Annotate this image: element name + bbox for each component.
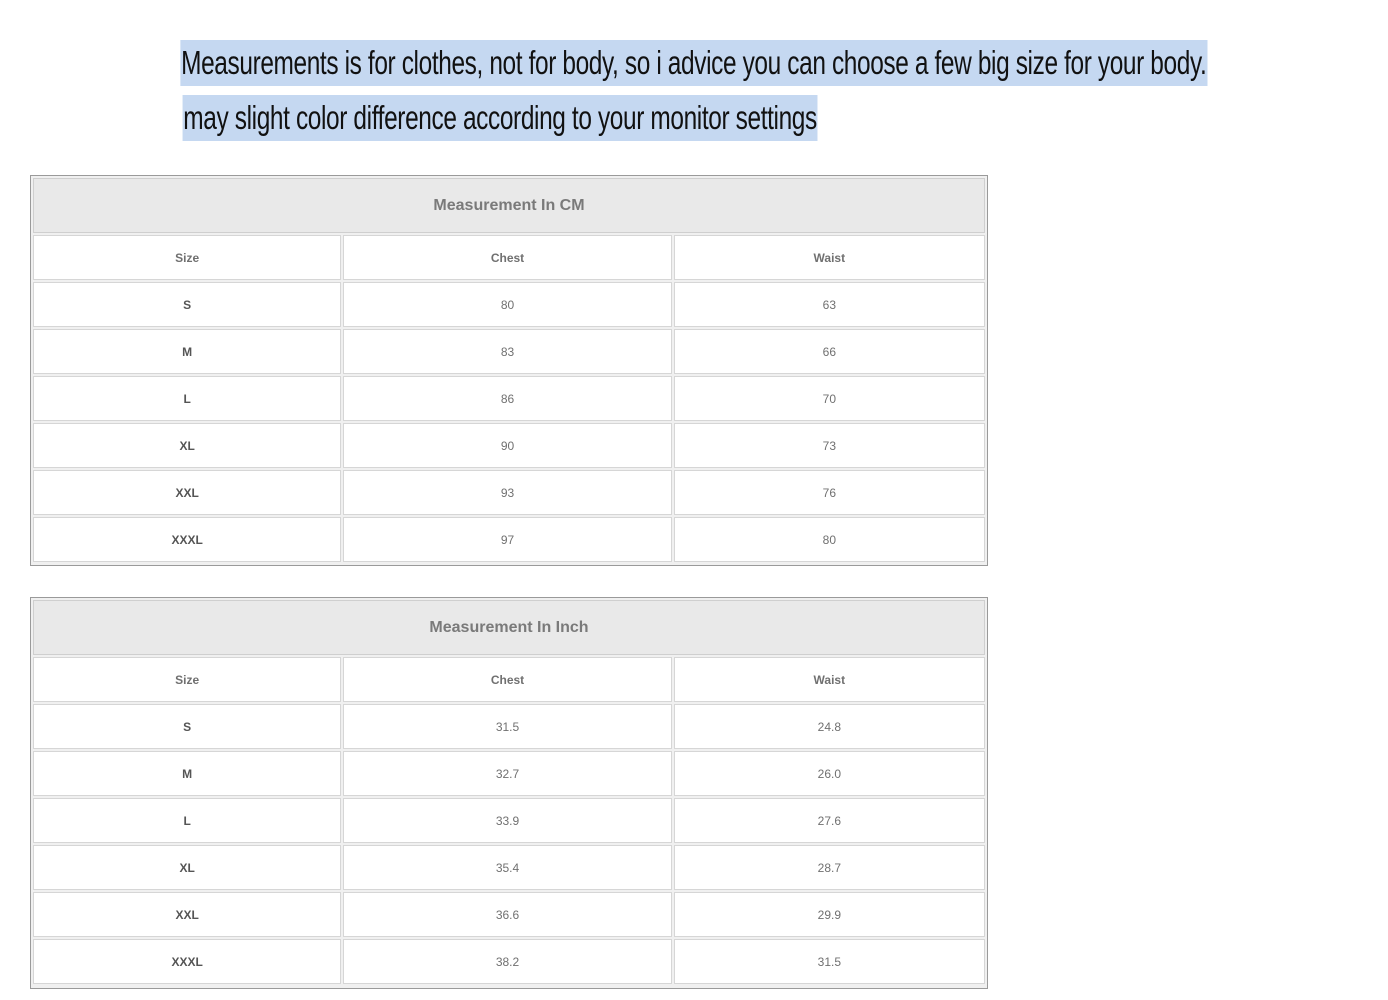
- size-cell: S: [33, 282, 341, 327]
- chest-cell: 35.4: [343, 845, 671, 890]
- table-row: [33, 798, 985, 843]
- notice-line-color: may slight color difference according to your monitor settings: [0, 95, 1000, 141]
- table-header-row: [33, 235, 985, 280]
- size-cell: XXL: [33, 470, 341, 515]
- table-row: [33, 845, 985, 890]
- header-chest: Chest: [343, 235, 671, 280]
- size-cell: XXXL: [33, 939, 341, 984]
- chest-cell: 83: [343, 329, 671, 374]
- size-cell: S: [33, 704, 341, 749]
- size-cell: L: [33, 798, 341, 843]
- table-row: [33, 704, 985, 749]
- size-cell: XXL: [33, 892, 341, 937]
- table-rows: [33, 657, 985, 986]
- waist-cell: 28.7: [674, 845, 985, 890]
- chest-cell: 33.9: [343, 798, 671, 843]
- chest-cell: 93: [343, 470, 671, 515]
- table-row: [33, 329, 985, 374]
- chest-cell: 31.5: [343, 704, 671, 749]
- table-row: [33, 751, 985, 796]
- table-title: Measurement In CM: [33, 178, 985, 233]
- table-row: [33, 939, 985, 984]
- waist-cell: 73: [674, 423, 985, 468]
- size-cell: M: [33, 751, 341, 796]
- table-title: Measurement In Inch: [33, 600, 985, 655]
- size-cell: M: [33, 329, 341, 374]
- table-rows: [33, 235, 985, 564]
- waist-cell: 31.5: [674, 939, 985, 984]
- waist-cell: 29.9: [674, 892, 985, 937]
- size-notice: [0, 0, 1207, 160]
- table-row: [33, 517, 985, 562]
- table-header-row: [33, 657, 985, 702]
- chest-cell: 36.6: [343, 892, 671, 937]
- table-row: [33, 892, 985, 937]
- header-size: Size: [33, 235, 341, 280]
- waist-cell: 26.0: [674, 751, 985, 796]
- size-cell: XXXL: [33, 517, 341, 562]
- chest-cell: 90: [343, 423, 671, 468]
- table-row: [33, 376, 985, 421]
- waist-cell: 63: [674, 282, 985, 327]
- cm-size-table: [30, 175, 988, 566]
- chest-cell: 86: [343, 376, 671, 421]
- chest-cell: 32.7: [343, 751, 671, 796]
- waist-cell: 70: [674, 376, 985, 421]
- waist-cell: 80: [674, 517, 985, 562]
- table-row: [33, 282, 985, 327]
- waist-cell: 66: [674, 329, 985, 374]
- chest-cell: 97: [343, 517, 671, 562]
- header-size: Size: [33, 657, 341, 702]
- chest-cell: 38.2: [343, 939, 671, 984]
- waist-cell: 24.8: [674, 704, 985, 749]
- waist-cell: 76: [674, 470, 985, 515]
- size-cell: XL: [33, 423, 341, 468]
- header-waist: Waist: [674, 657, 985, 702]
- inch-size-table: [30, 597, 988, 989]
- waist-cell: 27.6: [674, 798, 985, 843]
- table-row: [33, 423, 985, 468]
- chest-cell: 80: [343, 282, 671, 327]
- header-chest: Chest: [343, 657, 671, 702]
- header-waist: Waist: [674, 235, 985, 280]
- table-row: [33, 470, 985, 515]
- size-cell: XL: [33, 845, 341, 890]
- size-cell: L: [33, 376, 341, 421]
- notice-line-clothes: Measurements is for clothes, not for body, so i advice you can choose a few big size for your body.: [0, 40, 1000, 86]
